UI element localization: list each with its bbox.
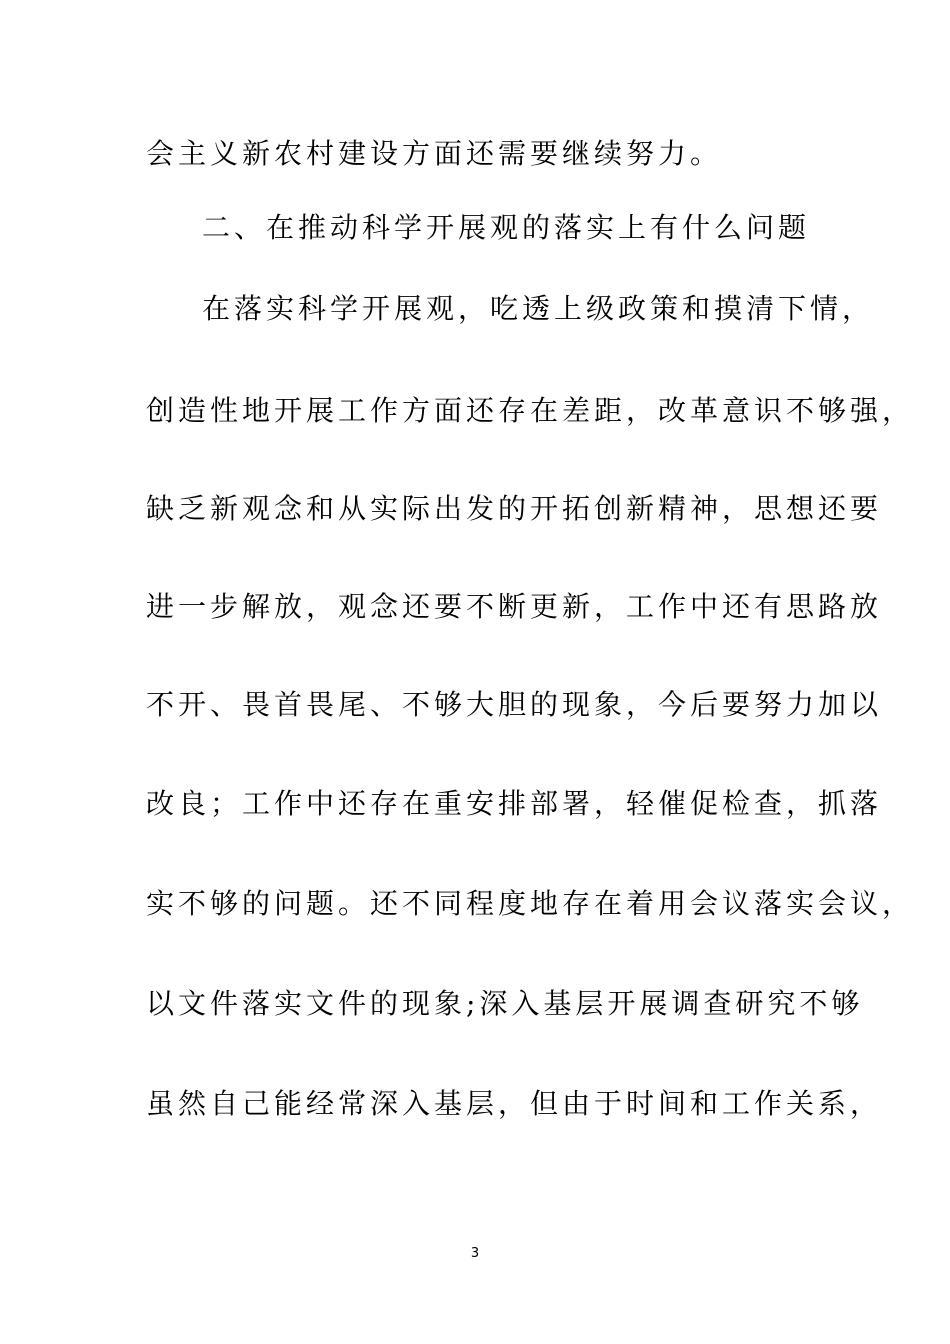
paragraph-line-4: 创造性地开展工作方面还存在差距，改革意识不够强， [146, 394, 915, 427]
paragraph-line-5: 缺乏新观念和从实际出发的开拓创新精神，思想还要 [146, 492, 883, 525]
section-heading: 二、在推动科学开展观的落实上有什么问题 [202, 211, 811, 244]
paragraph-line-10: 以文件落实文件的现象;深入基层开展调查研究不够 [146, 987, 864, 1020]
paragraph-line-8: 改良；工作中还存在重安排部署，轻催促检查，抓落 [146, 787, 883, 820]
paragraph-line-3: 在落实科学开展观，吃透上级政策和摸清下情， [202, 292, 875, 325]
paragraph-line-1: 会主义新农村建设方面还需要继续努力。 [146, 137, 723, 170]
paragraph-line-7: 不开、畏首畏尾、不够大胆的现象，今后要努力加以 [146, 688, 883, 721]
paragraph-line-11: 虽然自己能经常深入基层，但由于时间和工作关系， [146, 1087, 883, 1120]
paragraph-line-9: 实不够的问题。还不同程度地存在着用会议落实会议， [146, 887, 915, 920]
page-number: 3 [470, 1246, 480, 1261]
paragraph-line-6: 进一步解放，观念还要不断更新，工作中还有思路放 [146, 590, 883, 623]
